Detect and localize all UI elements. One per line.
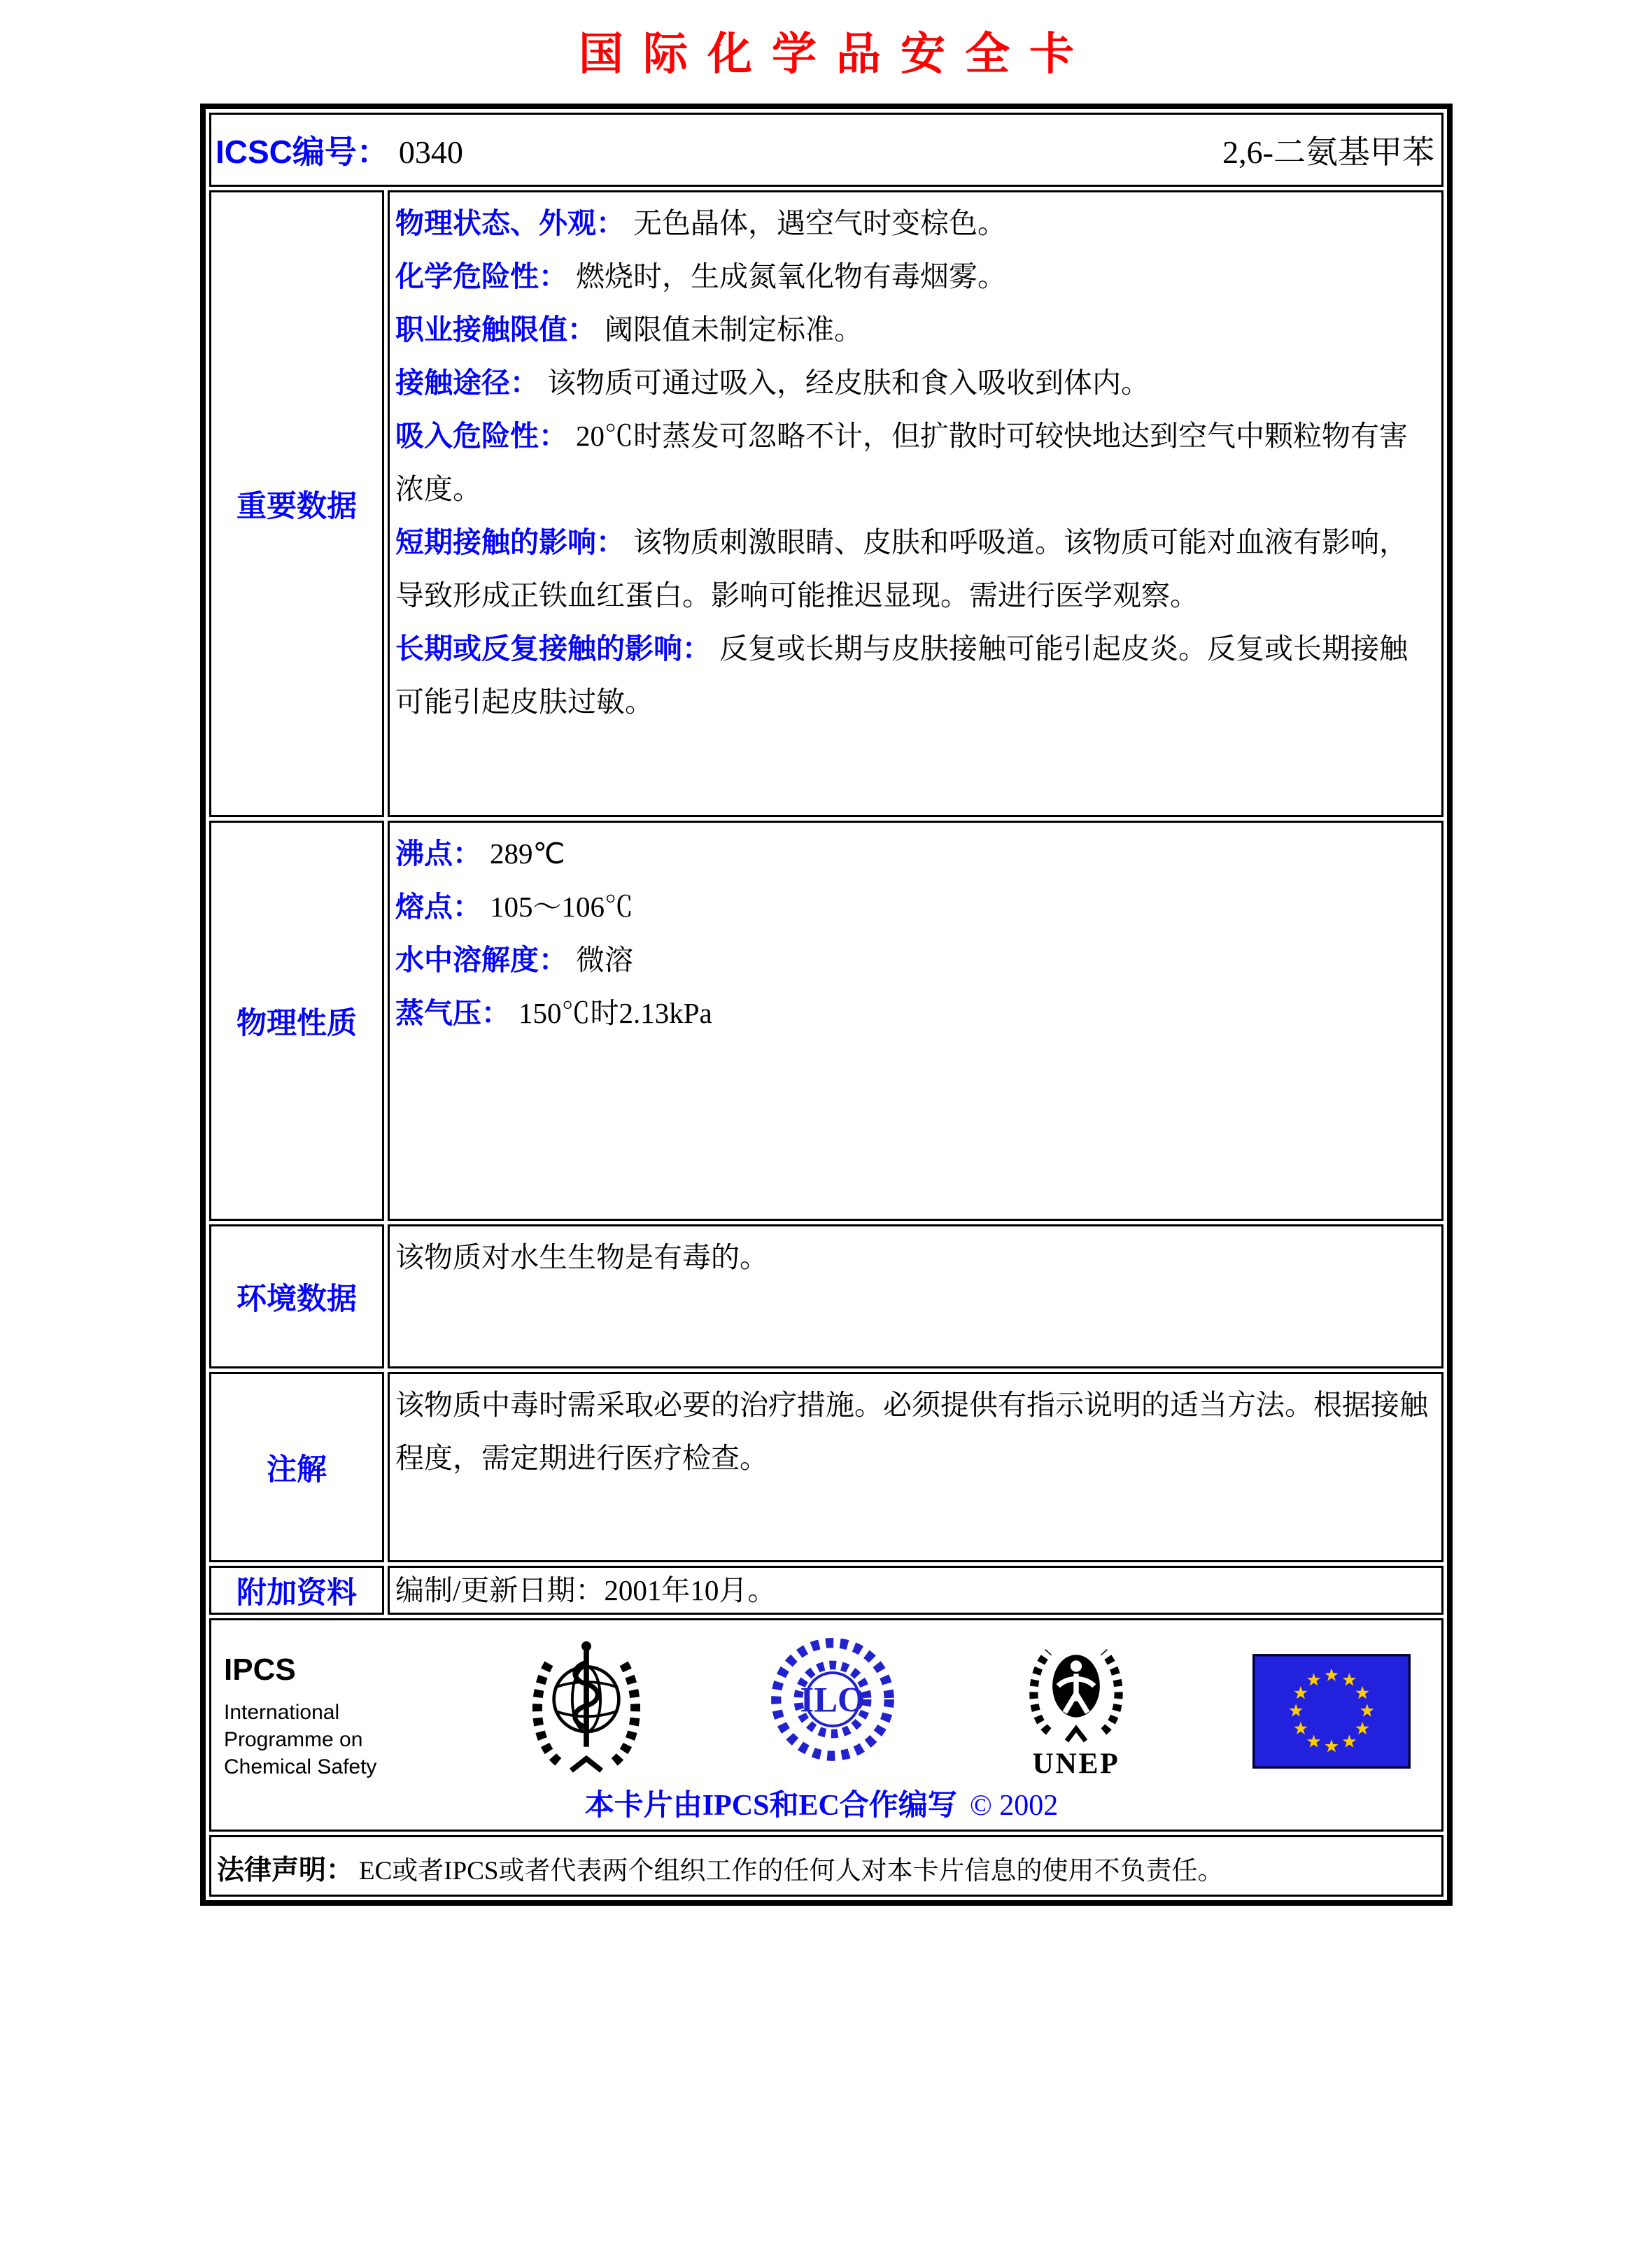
section-label-text: 物理性质 [236,1006,357,1040]
field-value: 燃烧时，生成氮氧化物有毒烟雾。 [576,260,1006,292]
cooperation-caption [223,1782,1420,1824]
ipcs-text-block [224,1633,406,1781]
unep-logo-icon [1015,1633,1138,1777]
section-additional-information-label [209,1566,384,1615]
section-label-text: 重要数据 [236,489,357,523]
section-environmental-data [209,1224,1443,1368]
field-inhalation-risk [395,409,1430,516]
legal-notice-text: EC或者IPCS或者代表两个组织工作的任何人对本卡片信息的使用不负责任。 [359,1857,1224,1885]
field-label: 物理状态、外观： [395,207,625,239]
section-additional-information-content [388,1566,1443,1615]
icsc-number-value: 0340 [398,134,463,170]
field-melting-point [395,880,1430,933]
icsc-number-label: ICSC编号： [216,134,389,170]
field-label: 接触途径： [395,367,539,399]
section-physical-properties [209,821,1443,1221]
field-label: 职业接触限值： [395,313,596,346]
logos-row [209,1618,1443,1832]
field-label: 水中溶解度： [395,944,567,976]
section-label-text: 环境数据 [236,1282,357,1316]
section-important-data-label [209,190,384,817]
field-value: 阈限值未制定标准。 [605,313,863,346]
section-important-data-content [388,190,1443,817]
field-value: 289℃ [490,837,565,870]
field-label: 沸点： [395,837,481,870]
field-long-term-effects [395,622,1430,728]
field-value: 该物质可通过吸入，经皮肤和食入吸收到体内。 [547,367,1150,399]
field-boiling-point [395,827,1430,880]
legal-notice-label: 法律声明： [217,1855,354,1885]
eu-flag-icon [1252,1654,1411,1769]
field-label: 长期或反复接触的影响： [395,632,711,665]
header-cell [209,113,1443,187]
environmental-data-text: 该物质对水生生物是有毒的。 [395,1241,768,1273]
ipcs-acronym: IPCS [224,1653,296,1687]
page-title: 国际化学品安全卡 [579,29,1094,79]
ilo-logo-text: ILO [800,1680,866,1720]
field-chemical-hazard [395,250,1430,303]
section-notes-content [388,1372,1443,1562]
legal-row [209,1835,1443,1897]
update-date-text: 编制/更新日期：2001年10月。 [395,1574,777,1606]
field-value: 该物质刺激眼睛、皮肤和呼吸道。该物质可能对血液有影响，导致形成正铁血红蛋白。影响可能推迟显现。需进行医学观察。 [395,526,1408,611]
section-label-text: 注解 [267,1452,327,1487]
logos-cell [209,1618,1443,1832]
field-value: 105～106℃ [490,891,633,923]
field-occupational-exposure-limit [395,303,1430,356]
field-label: 熔点： [395,891,481,923]
field-physical-state-appearance [395,197,1430,250]
section-physical-properties-content [388,821,1443,1221]
field-value: 反复或长期与皮肤接触可能引起皮炎。反复或长期接触可能引起皮肤过敏。 [395,632,1408,718]
copyright-text: © 2002 [969,1790,1059,1822]
header-row [209,113,1443,187]
field-short-term-effects [395,516,1430,622]
section-label-text: 附加资料 [236,1576,357,1610]
section-additional-information [209,1566,1443,1615]
logos-band [223,1633,1420,1781]
field-vapour-pressure [395,986,1430,1040]
ipcs-line: International [224,1701,340,1724]
section-environmental-data-label [209,1224,384,1368]
chemical-name: 2,6-二氨基甲苯 [1222,134,1434,170]
icsc-card [200,104,1453,1906]
section-notes-label [209,1372,384,1562]
legal-cell [209,1835,1443,1897]
icsc-number-group [216,127,463,173]
ilo-logo-icon [766,1633,899,1766]
field-label: 短期接触的影响： [395,526,625,558]
field-label: 化学危险性： [395,260,567,292]
who-logo-icon [521,1634,651,1777]
field-value: 20℃时蒸发可忽略不计，但扩散时可较快地达到空气中颗粒物有害浓度。 [395,420,1408,505]
field-value: 无色晶体，遇空气时变棕色。 [633,207,1006,239]
field-label: 蒸气压： [395,997,510,1029]
ipcs-line: Chemical Safety [224,1755,377,1778]
field-exposure-routes [395,356,1430,409]
section-notes [209,1372,1443,1562]
unep-logo-text: UNEP [1031,1748,1120,1777]
section-important-data [209,190,1443,817]
field-label: 吸入危险性： [395,420,567,452]
ipcs-line: Programme on [224,1728,363,1751]
notes-text: 该物质中毒时需采取必要的治疗措施。必须提供有指示说明的适当方法。根据接触程度，需定期进行医疗检查。 [395,1389,1428,1474]
field-value: 150℃时2.13kPa [518,997,712,1029]
section-physical-properties-label [209,821,384,1221]
field-value: 微溶 [576,944,633,976]
section-environmental-data-content [388,1224,1443,1368]
field-water-solubility [395,933,1430,986]
cooperation-caption-text: 本卡片由IPCS和EC合作编写 [584,1790,957,1822]
icsc-page [0,18,1652,1906]
